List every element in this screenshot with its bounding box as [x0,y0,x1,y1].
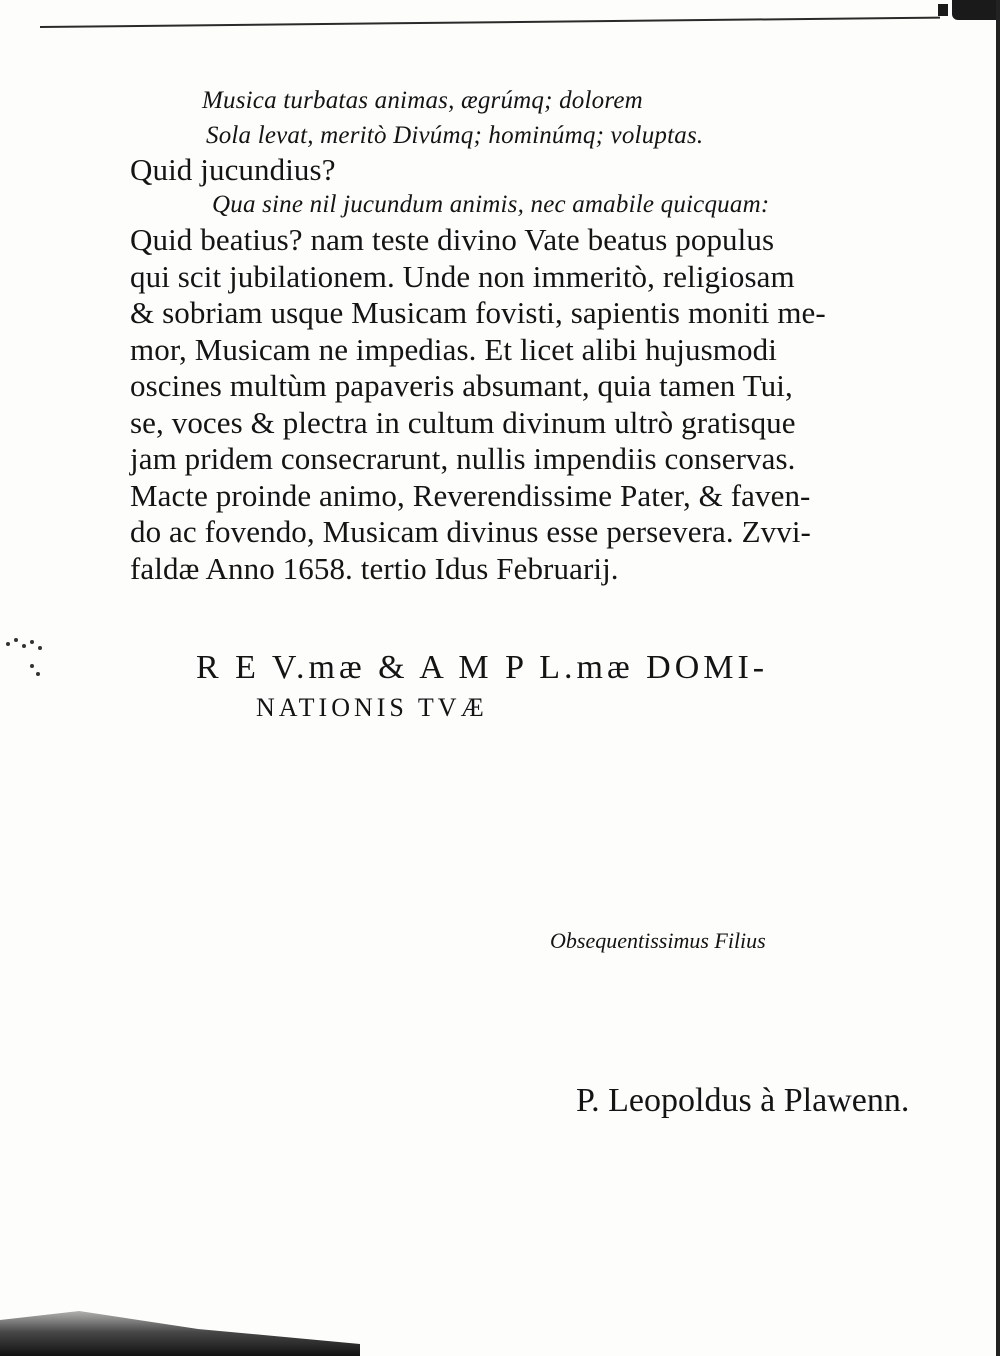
main-text [130,84,960,587]
body-line-1: Quid beatius? nam teste divino Vate beatus populus [130,222,775,257]
signature-name: P. Leopoldus à Plawenn. [576,1082,910,1119]
body-line-10: faldæ Anno 1658. tertio Idus Februarij. [130,550,619,586]
verse-answer-line: Qua sine nil jucundum animis, nec amabile quicquam: [212,190,770,218]
scan-smudge [0,1296,360,1356]
scan-blot [952,0,1000,20]
scan-edge [996,0,1000,1356]
body-line-3: & sobriam usque Musicam fovisti, sapientis moniti me- [130,295,826,330]
body-line-4: mor, Musicam ne impedias. Et licet alibi hujusmodi [130,331,777,367]
address-line-2: NATIONIS TVÆ [256,693,488,722]
question-line: Quid jucundius? [130,152,336,187]
body-line-5: oscines multùm papaveris absumant, quia tamen Tui, [130,368,793,403]
body-line-7: jam pridem consecrarunt, nullis impendiis conservas. [130,441,796,476]
closing-phrase: Obsequentissimus Filius [550,928,766,953]
dedication-address [196,648,956,728]
address-line-1: R E V.mæ & A M P L.mæ DOMI- [196,649,769,686]
scan-specks [0,630,60,690]
body-paragraph [130,222,960,587]
verse-line-1: Musica turbatas animas, ægrúmq; dolorem [202,87,643,114]
body-line-9: do ac fovendo, Musicam divinus esse persevera. Zvvi- [130,514,811,549]
body-line-8: Macte proinde animo, Reverendissime Pater, & faven- [130,477,811,513]
body-line-2: qui scit jubilationem. Unde non immeritò, religiosam [130,258,795,294]
verse-line-2: Sola levat, meritò Divúmq; hominúmq; voluptas. [206,121,704,149]
body-line-6: se, voces & plectra in cultum divinum ultrò gratisque [130,404,796,440]
top-rule [40,17,940,28]
